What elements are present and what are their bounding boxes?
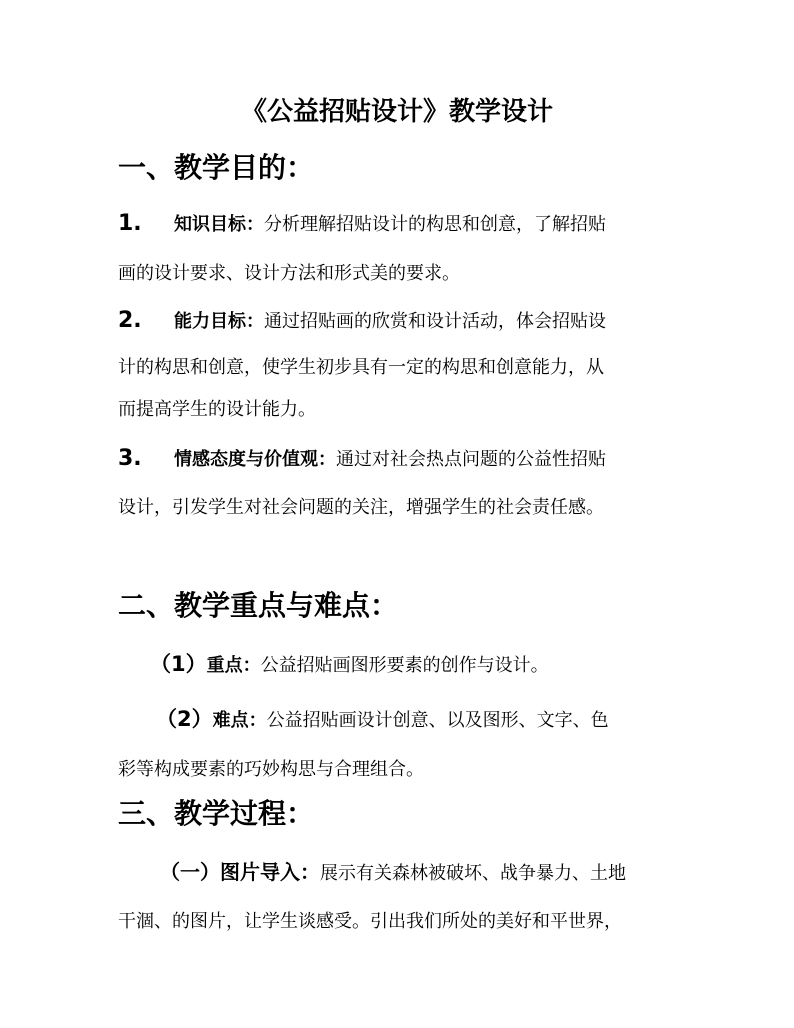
objective-line: 画的设计要求、设计方法和形式美的要求。 (118, 263, 460, 284)
item-text: 展示有关森林被破坏、战争暴力、土地 (320, 863, 626, 884)
keypoint-line (156, 707, 609, 733)
objective-line (118, 212, 606, 237)
objective-line: 设计，引发学生对社会问题的关注，增强学生的社会责任感。 (118, 497, 604, 518)
item-number: 2. (118, 308, 142, 333)
item-label: 重点： (206, 655, 261, 676)
item-number: （一） (160, 860, 220, 884)
item-number: 3. (118, 446, 142, 471)
item-number: 1. (118, 211, 142, 236)
keypoint-line: 彩等构成要素的巧妙构思与合理组合。 (118, 759, 424, 780)
item-label: 情感态度与价值观： (174, 449, 336, 470)
section-heading-process: 三、教学过程： (118, 797, 315, 830)
item-text: 通过对社会热点问题的公益性招贴 (336, 449, 606, 470)
objective-line: 而提高学生的设计能力。 (118, 399, 316, 420)
section-heading-keypoints: 二、教学重点与难点： (118, 589, 399, 622)
section-heading-objectives: 一、教学目的： (118, 151, 315, 184)
process-line: 干涸、的图片，让学生谈感受。引出我们所处的美好和平世界， (118, 911, 622, 932)
item-text: 分析理解招贴设计的构思和创意，了解招贴 (264, 214, 606, 235)
item-label: 图片导入： (220, 860, 320, 884)
objective-line (118, 309, 606, 334)
item-text: 公益招贴画设计创意、以及图形、文字、色 (266, 710, 609, 731)
item-label: 知识目标： (174, 214, 264, 235)
item-text: 通过招贴画的欣赏和设计活动，体会招贴设 (264, 311, 606, 332)
item-number: （2） (156, 707, 213, 731)
document-title: 《公益招贴设计》教学设计 (240, 97, 553, 127)
objective-line: 计的构思和创意，使学生初步具有一定的构思和创意能力，从 (118, 357, 604, 378)
item-label: 难点： (212, 710, 267, 731)
keypoint-line (150, 652, 549, 678)
objective-line (118, 447, 606, 472)
item-text: 公益招贴画图形要素的创作与设计。 (260, 655, 549, 676)
item-number: （1） (150, 652, 207, 676)
item-label: 能力目标： (174, 311, 264, 332)
process-line (160, 860, 626, 886)
